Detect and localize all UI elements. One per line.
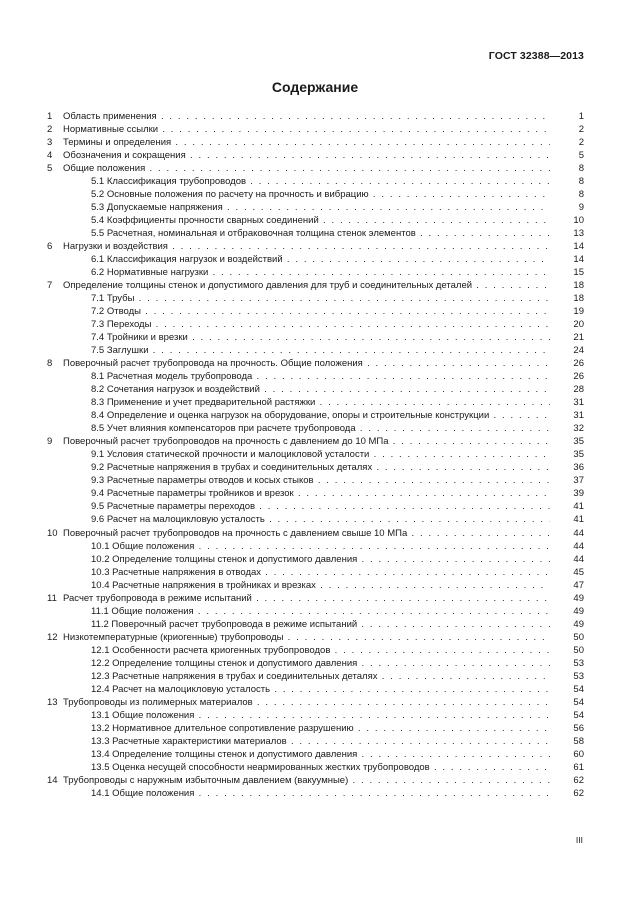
toc-entry xyxy=(47,149,584,162)
toc-entry xyxy=(47,487,584,500)
toc-entry-page: 1 xyxy=(578,111,584,122)
toc-entry-title: Расчет трубопровода в режиме испытаний . . . xyxy=(63,592,550,605)
toc-entry xyxy=(47,566,584,579)
toc-entry-page: 21 xyxy=(573,332,584,344)
toc-entry xyxy=(47,240,584,253)
toc-entry-page: 32 xyxy=(573,423,584,435)
toc-entry-page: 44 xyxy=(573,540,584,552)
toc-entry-number: 12 xyxy=(47,631,58,643)
toc-entry-title: 7.3 Переходы . . . xyxy=(91,318,550,331)
toc-entry xyxy=(47,344,584,357)
toc-entry-page: 49 xyxy=(573,605,584,617)
toc-entry-title: Поверочный расчет трубопроводов на прочность с давлением до 10 МПа . . . xyxy=(63,435,550,448)
toc-entry xyxy=(47,579,584,592)
toc-entry-page: 20 xyxy=(573,319,584,331)
toc-entry xyxy=(47,605,584,618)
toc-entry-page: 26 xyxy=(573,371,584,383)
toc-entry-page: 26 xyxy=(573,358,584,370)
toc-entry-title: Трубопроводы из полимерных материалов . . . xyxy=(63,696,550,709)
toc-entry-title: Определение толщины стенок и допустимого давления для труб и соединительных деталей . . . xyxy=(63,279,550,292)
toc-entry-title: 12.4 Расчет на малоцикловую усталость . . . xyxy=(91,683,550,696)
toc-entry-title: Область применения . . . xyxy=(63,110,550,123)
toc-entry-page: 35 xyxy=(573,449,584,461)
toc-entry-title: 8.4 Определение и оценка нагрузок на оборудование, опоры и строительные конструкции . . . xyxy=(91,409,550,422)
toc-entry-number: 10 xyxy=(47,527,58,539)
toc-entry-page: 54 xyxy=(573,683,584,695)
toc-entry-page: 44 xyxy=(573,553,584,565)
toc-entry-page: 41 xyxy=(573,514,584,526)
toc-entry xyxy=(47,696,584,709)
toc-entry-title: 13.3 Расчетные характеристики материалов . . . xyxy=(91,735,550,748)
toc-entry-page: 14 xyxy=(573,241,584,253)
toc-entry-number: 13 xyxy=(47,696,58,708)
toc-entry-number: 7 xyxy=(47,280,53,292)
toc-entry xyxy=(47,709,584,722)
toc-entry-page: 37 xyxy=(573,475,584,487)
toc-entry-title: 9.2 Расчетные напряжения в трубах и соединительных деталях . . . xyxy=(91,461,550,474)
toc-entry xyxy=(47,722,584,735)
toc-entry-page: 54 xyxy=(573,696,584,708)
toc-entry-title: 11.1 Общие положения . . . xyxy=(91,605,550,618)
toc-entry-page: 54 xyxy=(573,709,584,721)
toc-entry xyxy=(47,383,584,396)
toc-entry xyxy=(47,657,584,670)
toc-entry-title: 12.2 Определение толщины стенок и допустимого давления . . . xyxy=(91,657,550,670)
toc-entry-page: 45 xyxy=(573,566,584,578)
toc-entry-page: 53 xyxy=(573,657,584,669)
toc-entry-title: 12.3 Расчетные напряжения в трубах и соединительных деталях . . . xyxy=(91,670,550,683)
toc-entry xyxy=(47,188,584,201)
toc-entry xyxy=(47,448,584,461)
toc-entry-page: 62 xyxy=(573,787,584,799)
toc-entry-title: 5.1 Классификация трубопроводов . . . xyxy=(91,175,550,188)
toc-entry-title: 10.1 Общие положения . . . xyxy=(91,540,550,553)
toc-entry-page: 60 xyxy=(573,748,584,760)
toc-entry-page: 5 xyxy=(578,150,584,162)
toc-entry xyxy=(47,331,584,344)
toc-entry xyxy=(47,318,584,331)
toc-entry-page: 35 xyxy=(573,436,584,448)
toc-entry xyxy=(47,618,584,631)
toc-entry-title: 9.3 Расчетные параметры отводов и косых стыков . . . xyxy=(91,474,550,487)
toc-entry-title: 11.2 Поверочный расчет трубопровода в режиме испытаний . . . xyxy=(91,618,550,631)
toc-entry-page: 41 xyxy=(573,501,584,513)
toc-entry-title: 7.4 Тройники и врезки . . . xyxy=(91,331,550,344)
toc-entry-page: 56 xyxy=(573,722,584,734)
toc-entry-page: 8 xyxy=(578,163,584,175)
toc-entry-title: 10.2 Определение толщины стенок и допустимого давления . . . xyxy=(91,553,550,566)
toc-entry-page: 36 xyxy=(573,462,584,474)
toc-entry-title: 8.3 Применение и учет предварительной растяжки . . . xyxy=(91,396,550,409)
toc-entry-page: 18 xyxy=(573,293,584,305)
toc-entry-number: 6 xyxy=(47,241,53,253)
toc-entry-page: 58 xyxy=(573,735,584,747)
toc-entry-title: Нагрузки и воздействия . . . xyxy=(63,240,550,253)
toc-entry-page: 13 xyxy=(573,228,584,240)
table-of-contents xyxy=(47,110,584,800)
toc-entry-title: 5.2 Основные положения по расчету на прочность и вибрацию . . . xyxy=(91,188,550,201)
toc-entry-number: 9 xyxy=(47,436,53,448)
toc-entry xyxy=(47,175,584,188)
toc-entry-page: 44 xyxy=(573,527,584,539)
toc-entry-title: Общие положения . . . xyxy=(63,162,550,175)
toc-entry-page: 15 xyxy=(573,267,584,279)
toc-entry-title: 8.1 Расчетная модель трубопровода . . . xyxy=(91,370,550,383)
toc-entry-title: 9.6 Расчет на малоцикловую усталость . . . xyxy=(91,513,550,526)
toc-entry-number: 14 xyxy=(47,774,58,786)
toc-entry-page: 19 xyxy=(573,306,584,318)
toc-entry-number: 5 xyxy=(47,163,53,175)
toc-entry-title: 9.1 Условия статической прочности и малоцикловой усталости . . . xyxy=(91,448,550,461)
toc-entry xyxy=(47,227,584,240)
toc-entry-number: 2 xyxy=(47,124,53,136)
toc-entry xyxy=(47,292,584,305)
toc-entry xyxy=(47,774,584,787)
toc-entry-title: Низкотемпературные (криогенные) трубопроводы . . . xyxy=(63,631,550,644)
toc-entry xyxy=(47,422,584,435)
toc-entry-title: Поверочный расчет трубопроводов на прочность с давлением свыше 10 МПа . . . xyxy=(63,527,550,540)
toc-entry-page: 8 xyxy=(578,176,584,188)
toc-entry xyxy=(47,370,584,383)
toc-entry xyxy=(47,761,584,774)
toc-entry-title: 6.2 Нормативные нагрузки . . . xyxy=(91,266,550,279)
toc-entry-page: 62 xyxy=(573,774,584,786)
toc-entry-title: 8.2 Сочетания нагрузок и воздействий . . . xyxy=(91,383,550,396)
toc-entry-title: 7.5 Заглушки . . . xyxy=(91,344,550,357)
toc-entry-number: 1 xyxy=(47,111,53,122)
toc-entry xyxy=(47,527,584,540)
toc-entry-title: 13.1 Общие положения . . . xyxy=(91,709,550,722)
toc-entry-page: 39 xyxy=(573,488,584,500)
toc-entry-number: 4 xyxy=(47,150,53,162)
toc-entry-page: 18 xyxy=(573,280,584,292)
toc-entry xyxy=(47,592,584,605)
standard-code: ГОСТ 32388—2013 xyxy=(488,50,584,62)
toc-entry-page: 24 xyxy=(573,345,584,357)
toc-entry-number: 11 xyxy=(47,592,57,604)
toc-entry-title: 13.4 Определение толщины стенок и допустимого давления . . . xyxy=(91,748,550,761)
toc-entry-title: 14.1 Общие положения . . . xyxy=(91,787,550,800)
toc-entry xyxy=(47,735,584,748)
toc-entry-number: 8 xyxy=(47,358,53,370)
toc-entry-page: 61 xyxy=(573,761,584,773)
toc-entry-number: 3 xyxy=(47,137,53,149)
toc-entry-page: 9 xyxy=(578,202,584,214)
toc-entry-title: 5.4 Коэффициенты прочности сварных соединений . . . xyxy=(91,214,550,227)
toc-entry-page: 49 xyxy=(573,618,584,630)
toc-entry-title: 13.2 Нормативное длительное сопротивление разрушению . . . xyxy=(91,722,550,735)
toc-entry xyxy=(47,279,584,292)
toc-entry-page: 2 xyxy=(578,124,584,136)
toc-entry xyxy=(47,683,584,696)
toc-entry xyxy=(47,201,584,214)
toc-entry xyxy=(47,214,584,227)
toc-entry xyxy=(47,305,584,318)
page-number: III xyxy=(575,835,583,845)
toc-entry xyxy=(47,461,584,474)
toc-entry-title: 7.1 Трубы . . . xyxy=(91,292,550,305)
toc-entry xyxy=(47,787,584,800)
toc-entry-page: 10 xyxy=(573,215,584,227)
toc-entry-title: 13.5 Оценка несущей способности неармированных жестких трубопроводов . . . xyxy=(91,761,550,774)
toc-entry-title: 12.1 Особенности расчета криогенных трубопроводов . . . xyxy=(91,644,550,657)
toc-entry-title: 5.3 Допускаемые напряжения . . . xyxy=(91,201,550,214)
toc-entry xyxy=(47,136,584,149)
toc-entry-page: 14 xyxy=(573,254,584,266)
toc-entry-page: 8 xyxy=(578,189,584,201)
toc-entry xyxy=(47,553,584,566)
toc-entry xyxy=(47,396,584,409)
toc-entry-page: 31 xyxy=(573,410,584,422)
toc-entry-page: 49 xyxy=(573,592,584,604)
toc-entry-page: 28 xyxy=(573,384,584,396)
toc-entry-title: 8.5 Учет влияния компенсаторов при расчете трубопровода . . . xyxy=(91,422,550,435)
toc-entry xyxy=(47,253,584,266)
toc-entry-page: 53 xyxy=(573,670,584,682)
toc-entry xyxy=(47,162,584,175)
toc-entry-title: 9.4 Расчетные параметры тройников и врезок . . . xyxy=(91,487,550,500)
toc-entry xyxy=(47,540,584,553)
toc-entry-page: 31 xyxy=(573,397,584,409)
toc-entry-title: 6.1 Классификация нагрузок и воздействий . . . xyxy=(91,253,550,266)
toc-entry-title: Поверочный расчет трубопровода на прочность. Общие положения . . . xyxy=(63,357,550,370)
toc-entry xyxy=(47,500,584,513)
toc-entry xyxy=(47,631,584,644)
toc-entry-title: Трубопроводы с наружным избыточным давлением (вакуумные) . . . xyxy=(63,774,550,787)
toc-entry xyxy=(47,513,584,526)
toc-entry xyxy=(47,748,584,761)
toc-entry-title: 10.3 Расчетные напряжения в отводах . . . xyxy=(91,566,550,579)
toc-entry xyxy=(47,123,584,136)
toc-entry xyxy=(47,357,584,370)
toc-entry-page: 50 xyxy=(573,631,584,643)
toc-entry-page: 47 xyxy=(573,579,584,591)
toc-entry xyxy=(47,474,584,487)
toc-entry xyxy=(47,435,584,448)
toc-entry-page: 2 xyxy=(578,137,584,149)
toc-entry-title: 5.5 Расчетная, номинальная и отбраковочная толщина стенок элементов . . . xyxy=(91,227,550,240)
toc-entry xyxy=(47,110,584,123)
toc-entry xyxy=(47,409,584,422)
toc-entry-title: 9.5 Расчетные параметры переходов . . . xyxy=(91,500,550,513)
toc-entry-title: Обозначения и сокращения . . . xyxy=(63,149,550,162)
toc-entry-title: Термины и определения . . . xyxy=(63,136,550,149)
toc-entry xyxy=(47,644,584,657)
toc-title: Содержание xyxy=(271,79,359,95)
toc-entry-title: 7.2 Отводы . . . xyxy=(91,305,550,318)
toc-entry-title: Нормативные ссылки . . . xyxy=(63,123,550,136)
toc-entry-page: 50 xyxy=(573,644,584,656)
toc-entry xyxy=(47,670,584,683)
toc-entry-title: 10.4 Расчетные напряжения в тройниках и врезках . . . xyxy=(91,579,550,592)
toc-entry xyxy=(47,266,584,279)
